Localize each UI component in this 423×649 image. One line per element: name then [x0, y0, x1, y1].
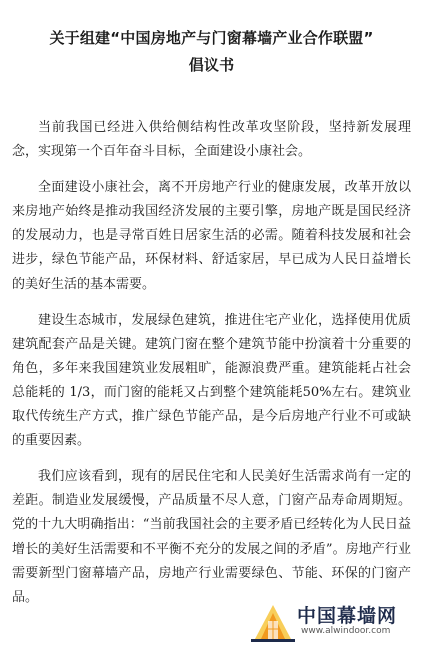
paragraph-3: 建设生态城市，发展绿色建筑，推进住宅产业化，选择使用优质建筑配套产品是关键。建筑门窗在整个建筑节能中扮演着十分重要的角色，多年来我国建筑业发展粗旷，能源浪费严重。建筑能耗占社会总能耗的 1/3，而门窗的能耗又占到整个建筑能耗50%左右。建筑业取代传统生产方式，推广绿色节能产品，是今后房地产行业不可或缺的重要因素。 [12, 312, 411, 449]
watermark-url: www.alwindoor.com [301, 626, 391, 636]
document-title: 关于组建“中国房地产与门窗幕墙产业合作联盟” [49, 29, 374, 47]
paragraph-1: 当前我国已经进入供给侧结构性改革攻坚阶段，坚持新发展理念，实现第一个百年奋斗目标，全面建设小康社会。 [12, 120, 411, 160]
paragraph-2: 全面建设小康社会，离不开房地产行业的健康发展，改革开放以来房地产始终是推动我国经济发展的主要引擎，房地产既是国民经济的发展动力，也是寻常百姓日居家生活的必需。随着科技发展和社会进步，绿色节能产品，环保材料、舒适家居，早已成为人民日益增长的美好生活的基本需要。 [12, 180, 411, 292]
paragraph-4: 我们应该看到，现有的居民住宅和人民美好生活需求尚有一定的差距。制造业发展缓慢，产品质量不尽人意，门窗产品寿命周期短。党的十九大明确指出：“当前我国社会的主要矛盾已经转化为人民日益增长的美好生活需要和不平衡不充分的发展之间的矛盾”。房地产行业需要新型门窗幕墙产品，房地产行业需要绿色、节能、环保的门窗产品。 [12, 469, 411, 605]
watermark-site-name: 中国幕墙网 [297, 605, 398, 627]
document-subtitle: 倡议书 [188, 56, 235, 74]
document-body [12, 116, 411, 610]
site-watermark [249, 599, 419, 645]
building-logo-icon [249, 599, 297, 645]
